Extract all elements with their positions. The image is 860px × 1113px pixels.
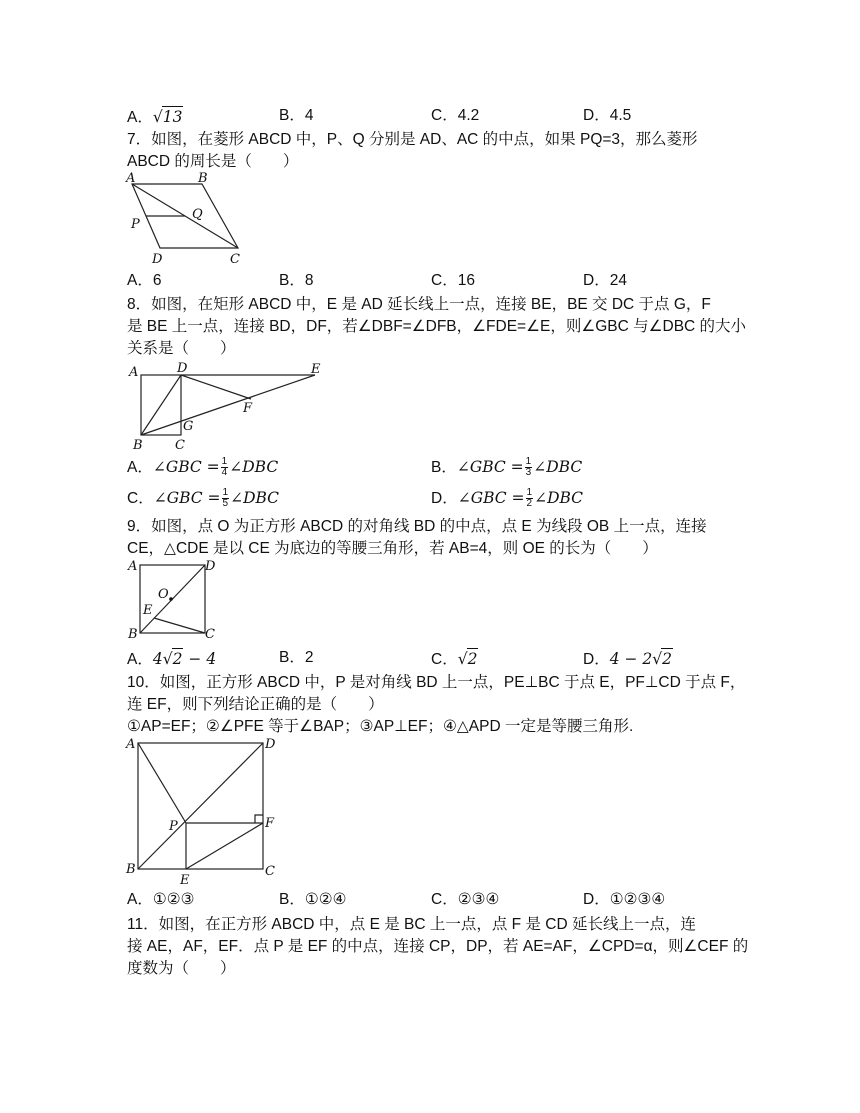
segment-ef	[186, 823, 263, 869]
option-letter: B．	[279, 272, 305, 289]
label-d: D	[205, 559, 216, 574]
numerator: 1	[221, 456, 228, 468]
option-text: 2	[304, 649, 314, 666]
q10-text-line3: ①AP=EF；②∠PFE 等于∠BAP；③AP⊥EF；④△APD 一定是等腰三角形.	[127, 718, 634, 735]
q11-text-line3: 度数为（ ）	[127, 960, 236, 977]
option-letter: D．	[583, 107, 610, 124]
label-p: P	[131, 217, 140, 232]
q10-option-d	[583, 890, 665, 910]
point-o	[169, 597, 173, 601]
fraction	[526, 488, 534, 509]
q6-option-d	[583, 106, 631, 126]
option-rhs: ∠DBC	[229, 458, 279, 476]
option-text: 4.5	[609, 107, 632, 124]
option-text: ①②④	[304, 891, 347, 908]
option-text: 8	[304, 272, 314, 289]
radicand: 2	[662, 650, 673, 668]
option-letter: C．	[127, 490, 154, 507]
option-lhs: ∠GBC =	[153, 489, 221, 507]
option-rhs: ∠DBC	[534, 489, 584, 507]
option-letter: B．	[279, 891, 305, 908]
label-e: E	[143, 603, 153, 618]
denominator: 3	[525, 467, 532, 479]
segment-df	[181, 375, 251, 399]
option-letter: B．	[279, 107, 305, 124]
option-rhs: ∠DBC	[533, 458, 583, 476]
label-c: C	[175, 438, 185, 453]
option-text: 6	[152, 272, 162, 289]
q7-option-a	[127, 271, 161, 291]
q9-option-a	[127, 648, 216, 670]
q11-text-line1: 11．如图，在正方形 ABCD 中，点 E 是 BC 上一点，点 F 是 CD 延长线上一点，连	[127, 916, 696, 933]
q10-option-a	[127, 890, 195, 910]
option-text: 4.2	[457, 107, 480, 124]
q8-text-line3: 关系是（ ）	[127, 340, 236, 357]
diagonal-bd	[138, 743, 263, 869]
q9-option-b	[279, 648, 313, 668]
numerator: 1	[525, 456, 532, 468]
label-c: C	[265, 864, 275, 879]
label-a: A	[129, 365, 139, 380]
option-letter: D．	[583, 891, 610, 908]
radicand: 2	[467, 650, 478, 668]
sqrt-sign: √	[457, 650, 468, 668]
q6-option-c	[431, 106, 479, 126]
q10-option-b	[279, 890, 347, 910]
label-a: A	[126, 737, 136, 752]
option-letter: C．	[431, 272, 458, 289]
radicand: 13	[162, 108, 183, 126]
option-text: 16	[457, 272, 475, 289]
option-letter: D．	[431, 490, 458, 507]
radicand: 2	[172, 650, 183, 668]
option-text: ①②③④	[609, 891, 666, 908]
q10-text-line2: 连 EF，则下列结论正确的是（ ）	[127, 696, 384, 713]
option-letter: A．	[127, 891, 153, 908]
fraction	[222, 488, 230, 509]
q8-rectangle-figure	[125, 360, 335, 452]
q7-option-c	[431, 271, 475, 291]
numerator: 1	[222, 487, 229, 499]
segment-be	[141, 375, 315, 435]
right-angle-mark	[255, 815, 263, 823]
label-q: Q	[192, 207, 203, 222]
option-letter: A．	[127, 651, 153, 668]
label-a: A	[128, 559, 138, 574]
label-c: C	[230, 252, 240, 267]
q9-square-figure	[125, 558, 225, 644]
q7-rhombus-figure	[120, 170, 250, 266]
option-letter: D．	[583, 272, 610, 289]
denominator: 4	[221, 467, 228, 479]
q10-square-figure	[125, 736, 285, 886]
numerator: 1	[526, 487, 533, 499]
option-lhs: ∠GBC =	[457, 489, 525, 507]
q9-option-d	[583, 648, 673, 670]
label-g: G	[183, 419, 194, 434]
label-b: B	[126, 862, 136, 877]
q7-text-line1: 7．如图，在菱形 ABCD 中，P、Q 分别是 AD、AC 的中点，如果 PQ=3，那么菱形	[127, 131, 698, 148]
option-text: ①②③	[152, 891, 195, 908]
denominator: 5	[222, 498, 229, 510]
q8-option-b	[431, 457, 582, 478]
sqrt-sign: √	[162, 650, 173, 668]
sqrt-sign: √	[152, 108, 163, 126]
option-text: ②③④	[457, 891, 500, 908]
option-text: 24	[609, 272, 627, 289]
option-letter: C．	[431, 891, 458, 908]
option-lhs: ∠GBC =	[152, 458, 220, 476]
label-b: B	[128, 627, 138, 642]
q6-option-a	[127, 106, 183, 128]
q6-option-b	[279, 106, 313, 126]
label-p: P	[169, 819, 178, 834]
q10-option-c	[431, 890, 499, 910]
q9-option-c	[431, 648, 478, 670]
q8-option-c	[127, 488, 279, 509]
option-rhs: ∠DBC	[230, 489, 280, 507]
fraction	[525, 457, 533, 478]
option-pre: 4	[152, 650, 163, 668]
label-b: B	[133, 438, 143, 453]
q8-text-line1: 8．如图，在矩形 ABCD 中，E 是 AD 延长线上一点，连接 BE，BE 交 DC 于点 G，F	[127, 296, 711, 313]
label-d: D	[177, 361, 188, 376]
label-d: D	[152, 252, 163, 267]
option-post: − 4	[183, 650, 217, 668]
q7-option-b	[279, 271, 313, 291]
option-text: 4	[304, 107, 314, 124]
q8-option-d	[431, 488, 583, 509]
q7-option-d	[583, 271, 627, 291]
q9-text-line1: 9．如图，点 O 为正方形 ABCD 的对角线 BD 的中点，点 E 为线段 OB 上一点，连接	[127, 518, 707, 535]
q8-option-a	[127, 457, 278, 478]
q10-text-line1: 10．如图，正方形 ABCD 中，P 是对角线 BD 上一点，PE⊥BC 于点 E，PF⊥CD 于点 F，	[127, 674, 746, 691]
option-letter: B．	[279, 649, 305, 666]
label-e: E	[311, 362, 321, 377]
segment-ap	[138, 743, 186, 823]
label-f: F	[243, 401, 253, 416]
option-letter: C．	[431, 107, 458, 124]
q7-text-line2: ABCD 的周长是（ ）	[127, 153, 299, 170]
sqrt-sign: √	[652, 650, 663, 668]
option-letter: A．	[127, 272, 153, 289]
fraction	[221, 457, 229, 478]
q11-text-line2: 接 AE，AF，EF．点 P 是 EF 的中点，连接 CP，DP，若 AE=AF，∠CPD=α，则∠CEF 的	[127, 938, 749, 955]
label-e: E	[180, 873, 190, 888]
label-f: F	[265, 816, 275, 831]
label-c: C	[205, 627, 215, 642]
label-a: A	[126, 171, 136, 186]
denominator: 2	[526, 498, 533, 510]
option-pre: 4 − 2	[609, 650, 653, 668]
option-letter: A．	[127, 459, 153, 476]
option-letter: A．	[127, 109, 153, 126]
segment-ce	[154, 618, 205, 633]
label-b: B	[198, 171, 208, 186]
label-o: O	[158, 587, 169, 602]
label-d: D	[265, 737, 276, 752]
segment-bd	[141, 375, 181, 435]
option-letter: B．	[431, 459, 457, 476]
q8-text-line2: 是 BE 上一点，连接 BD，DF，若∠DBF=∠DFB，∠FDE=∠E，则∠GBC 与∠DBC 的大小	[127, 318, 747, 335]
q9-text-line2: CE，△CDE 是以 CE 为底边的等腰三角形，若 AB=4，则 OE 的长为（ ）	[127, 540, 658, 557]
option-letter: D．	[583, 651, 610, 668]
option-letter: C．	[431, 651, 458, 668]
option-lhs: ∠GBC =	[456, 458, 524, 476]
